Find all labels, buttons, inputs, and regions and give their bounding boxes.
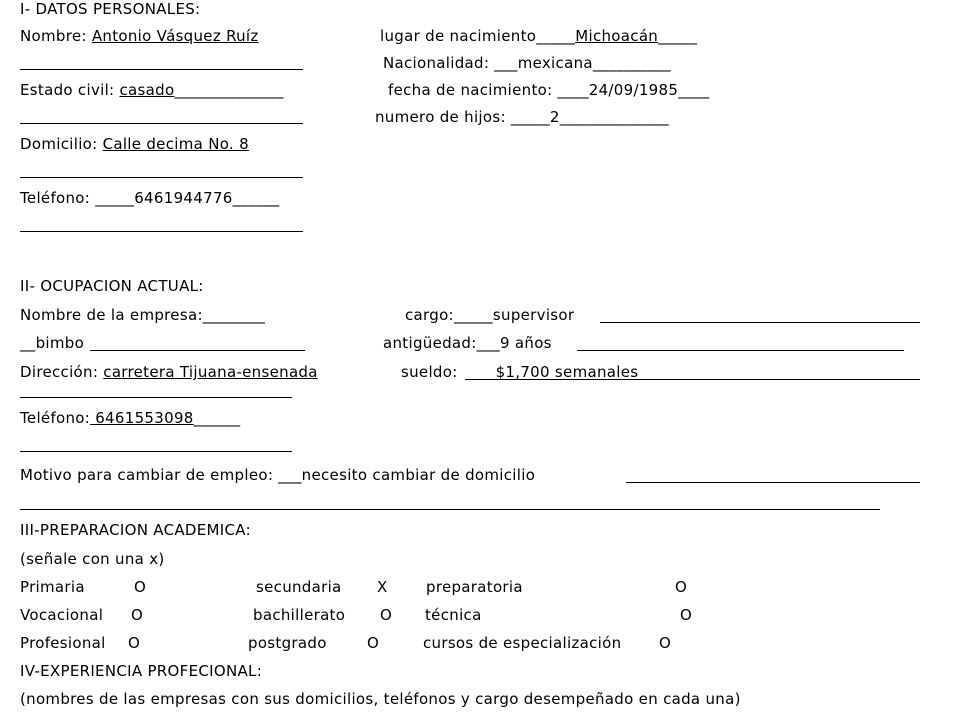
sueldo-label: sueldo:: [401, 363, 458, 381]
hijos-value[interactable]: 2: [549, 108, 560, 126]
estado-label: Estado civil:: [20, 81, 120, 99]
bachillerato-mark[interactable]: O: [380, 606, 393, 624]
cargo-rule: [600, 322, 920, 323]
cargo-value[interactable]: supervisor: [492, 306, 575, 324]
domicilio-value[interactable]: Calle decima No. 8: [102, 135, 249, 153]
telefono-extra-rule: [20, 231, 303, 232]
lugar-label: lugar de nacimiento_____: [380, 27, 576, 45]
domicilio-label: Domicilio:: [20, 135, 103, 153]
empresa-label-row: Nombre de la empresa:________: [20, 306, 266, 324]
telefono-row: [20, 189, 279, 207]
domicilio-row: [20, 135, 249, 153]
profesional-label: Profesional: [20, 634, 106, 652]
estado-value[interactable]: casado: [119, 81, 175, 99]
fecha-value[interactable]: 24/09/1985: [588, 81, 679, 99]
vocacional-mark[interactable]: O: [131, 606, 144, 624]
telefono-label: Teléfono: _____: [20, 189, 135, 207]
fecha-tail: ____: [678, 81, 710, 99]
section-3-instruction: (señale con una x): [20, 550, 165, 568]
hijos-label: numero de hijos: _____: [375, 108, 550, 126]
cargo-row: [405, 306, 574, 324]
vocacional-label: Vocacional: [20, 606, 104, 624]
estado-extra-rule: [20, 123, 303, 124]
section-1-heading: I- DATOS PERSONALES:: [20, 0, 201, 18]
nombre-row: [20, 27, 259, 45]
section-3-heading: III-PREPARACION ACADEMICA:: [20, 521, 251, 539]
postgrado-mark[interactable]: O: [367, 634, 380, 652]
telefono-empresa-tail: ______: [193, 409, 241, 427]
motivo-row: [20, 466, 535, 484]
section-2-heading: II- OCUPACION ACTUAL:: [20, 277, 204, 295]
section-4-heading: IV-EXPERIENCIA PROFECIONAL:: [20, 662, 263, 680]
preparatoria-label: preparatoria: [426, 578, 523, 596]
antiguedad-value[interactable]: 9 años: [500, 334, 552, 352]
telefono-tail: ______: [232, 189, 280, 207]
nacionalidad-value[interactable]: mexicana: [517, 54, 593, 72]
bachillerato-label: bachillerato: [253, 606, 346, 624]
preparatoria-mark[interactable]: O: [675, 578, 688, 596]
estado-row: [20, 81, 284, 99]
direccion-row: [20, 363, 318, 381]
lugar-tail: _____: [658, 27, 698, 45]
motivo-rule: [626, 482, 920, 483]
lugar-value[interactable]: Michoacán: [575, 27, 659, 45]
direccion-extra-rule: [20, 397, 292, 398]
nacionalidad-row: [383, 54, 671, 72]
hijos-tail: ______________: [559, 108, 669, 126]
empresa-value-rule: [90, 350, 305, 351]
nombre-label: Nombre:: [20, 27, 92, 45]
telefono-empresa-value[interactable]: 6461553098: [90, 409, 194, 427]
fecha-label: fecha de nacimiento: ____: [388, 81, 589, 99]
motivo-label: Motivo para cambiar de empleo: ___: [20, 466, 302, 484]
fecha-row: [388, 81, 709, 99]
motivo-value[interactable]: necesito cambiar de domicilio: [301, 466, 536, 484]
nombre-value[interactable]: Antonio Vásquez Ruíz: [91, 27, 259, 45]
telefono-empresa-row: [20, 409, 240, 427]
sueldo-value[interactable]: $1,700 semanales: [495, 363, 639, 381]
telefono-empresa-label: Teléfono:: [20, 409, 91, 427]
nacionalidad-label: Nacionalidad: ___: [383, 54, 518, 72]
cargo-label: cargo:_____: [405, 306, 493, 324]
antiguedad-rule: [577, 350, 904, 351]
empresa-value-row: [20, 334, 84, 352]
estado-tail: ______________: [174, 81, 284, 99]
section-4-instruction: (nombres de las empresas con sus domicilios, teléfonos y cargo desempeñado en cada una): [20, 690, 741, 708]
direccion-value[interactable]: carretera Tijuana-ensenada: [103, 363, 318, 381]
telefono-value[interactable]: 6461944776: [134, 189, 233, 207]
profesional-mark[interactable]: O: [128, 634, 141, 652]
tecnica-label: técnica: [425, 606, 482, 624]
tecnica-mark[interactable]: O: [680, 606, 693, 624]
antiguedad-label: antigüedad:___: [383, 334, 500, 352]
hijos-row: [375, 108, 669, 126]
motivo-extra-rule: [20, 509, 880, 510]
nacionalidad-tail: __________: [592, 54, 671, 72]
primaria-label: Primaria: [20, 578, 85, 596]
telefono-empresa-extra-rule: [20, 451, 292, 452]
antiguedad-row: [383, 334, 552, 352]
secundaria-mark[interactable]: X: [377, 578, 388, 596]
lugar-row: [380, 27, 697, 45]
primaria-mark[interactable]: O: [134, 578, 147, 596]
secundaria-label: secundaria: [256, 578, 342, 596]
cursos-label: cursos de especialización: [423, 634, 622, 652]
nombre-extra-rule: [20, 69, 303, 70]
empresa-value[interactable]: bimbo: [35, 334, 85, 352]
domicilio-extra-rule: [20, 177, 303, 178]
empresa-lead: __: [20, 334, 36, 352]
sueldo-rule: [465, 379, 920, 380]
direccion-label: Dirección:: [20, 363, 104, 381]
cursos-mark[interactable]: O: [659, 634, 672, 652]
postgrado-label: postgrado: [248, 634, 327, 652]
